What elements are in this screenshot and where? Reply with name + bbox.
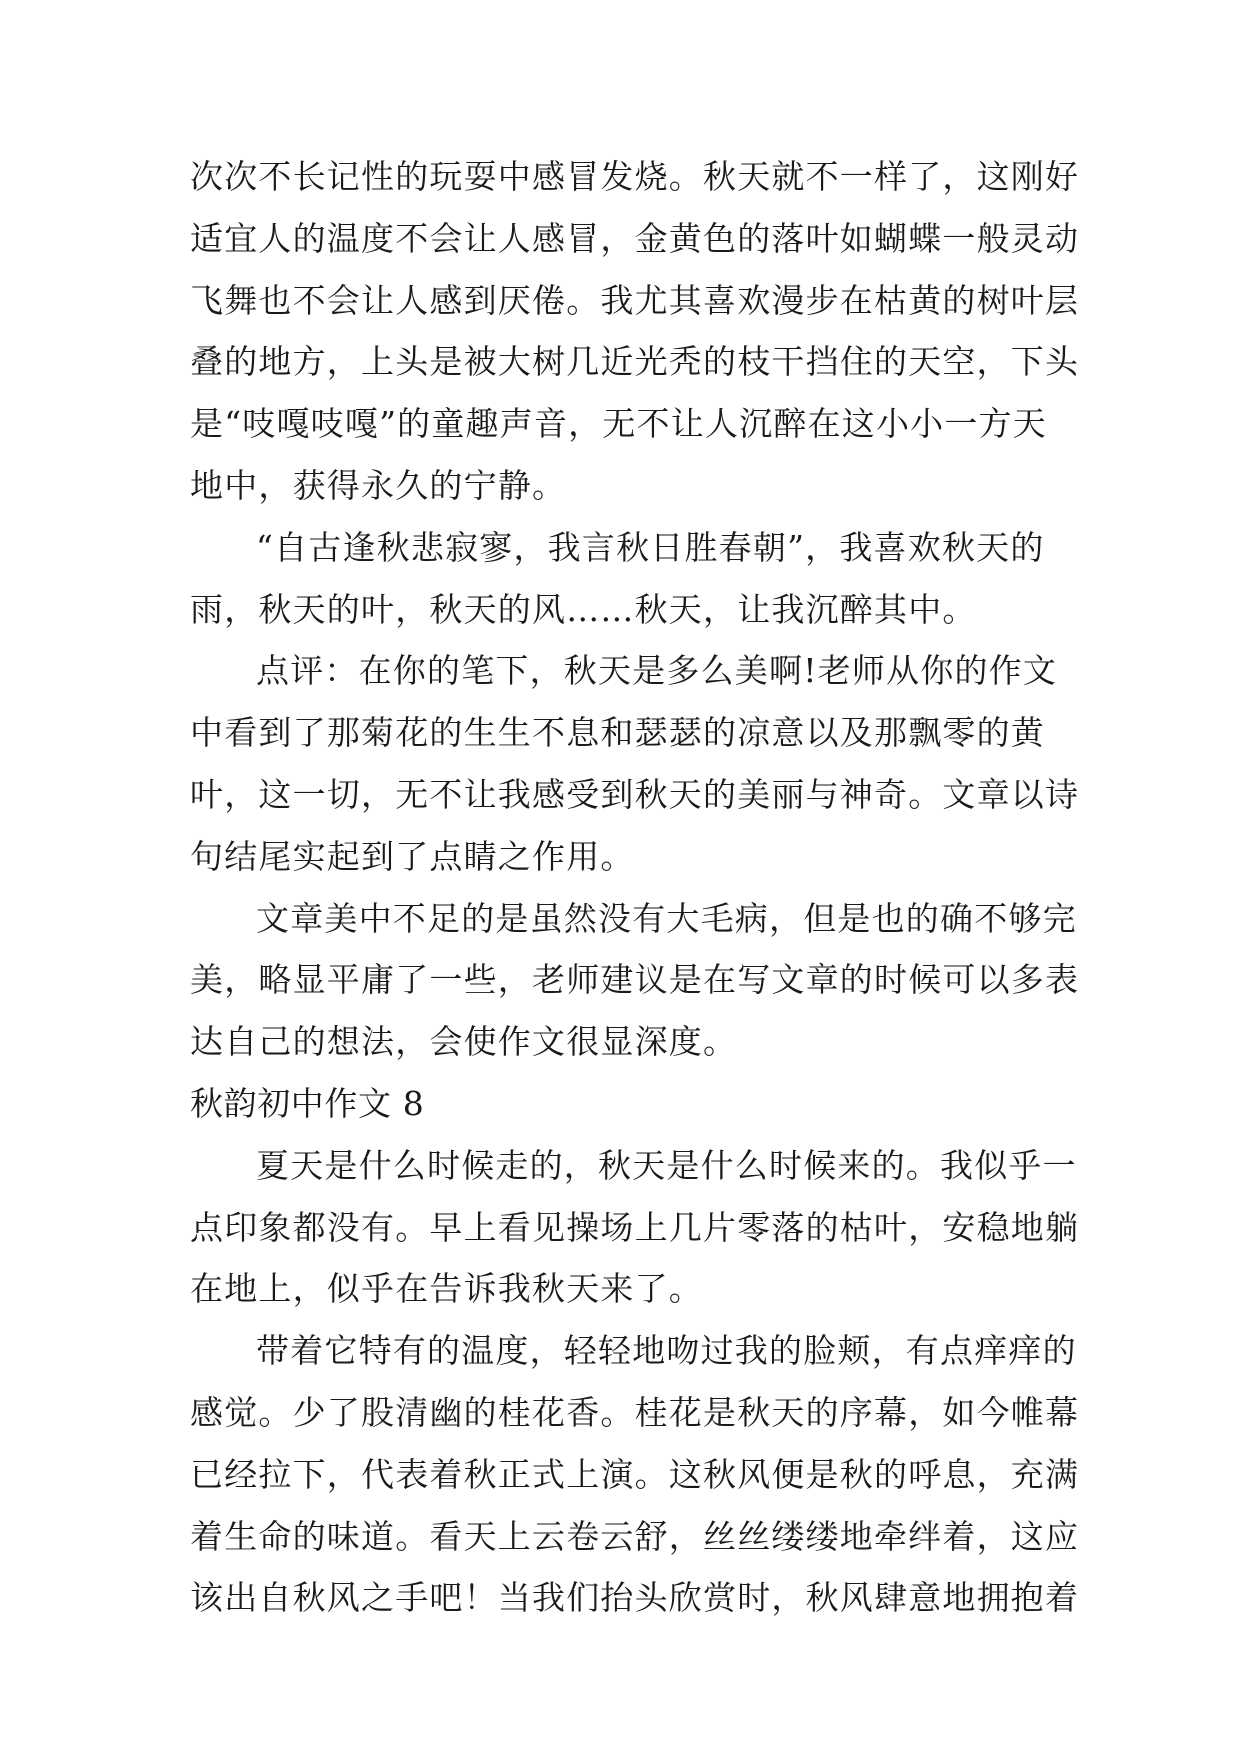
paragraph-line: 感觉。少了股清幽的桂花香。桂花是秋天的序幕，如今帷幕	[190, 1392, 1080, 1432]
comment-line: 点评：在你的笔下，秋天是多么美啊!老师从你的作文	[256, 651, 1058, 691]
paragraph-line: 地中，获得永久的宁静。	[190, 465, 567, 505]
paragraph-line: 已经拉下，代表着秋正式上演。这秋风便是秋的呼息，充满	[190, 1454, 1080, 1494]
paragraph-line: 适宜人的温度不会让人感冒，金黄色的落叶如蝴蝶一般灵动	[190, 218, 1080, 258]
comment-line: 文章美中不足的是虽然没有大毛病，但是也的确不够完	[256, 898, 1077, 938]
paragraph-line: 次次不长记性的玩耍中感冒发烧。秋天就不一样了，这刚好	[190, 157, 1080, 196]
paragraph-line: “自古逢秋悲寂寥，我言秋日胜春朝”，我喜欢秋天的	[256, 527, 1045, 567]
paragraph-line: 该出自秋风之手吧！当我们抬头欣赏时，秋风肆意地拥抱着	[190, 1578, 1080, 1618]
paragraph-line: 叠的地方，上头是被大树几近光秃的枝干挡住的天空，下头	[190, 342, 1080, 382]
paragraph-line: 点印象都没有。早上看见操场上几片零落的枯叶，安稳地躺	[190, 1207, 1080, 1247]
paragraph-line: 雨，秋天的叶，秋天的风……秋天，让我沉醉其中。	[190, 589, 977, 629]
document-page	[190, 146, 1080, 1629]
paragraph-line: 是“吱嘎吱嘎”的童趣声音，无不让人沉醉在这小小一方天	[190, 404, 1047, 444]
paragraph-line: 着生命的味道。看天上云卷云舒，丝丝缕缕地牵绊着，这应	[190, 1516, 1080, 1556]
paragraph-line: 在地上，似乎在告诉我秋天来了。	[190, 1269, 703, 1309]
paragraph-line: 夏天是什么时候走的，秋天是什么时候来的。我似乎一	[256, 1145, 1077, 1185]
comment-line: 叶，这一切，无不让我感受到秋天的美丽与神奇。文章以诗	[190, 774, 1080, 814]
comment-line: 达自己的想法，会使作文很显深度。	[190, 1022, 738, 1062]
comment-line: 中看到了那菊花的生生不息和瑟瑟的凉意以及那飘零的黄	[190, 713, 1045, 753]
paragraph-line: 带着它特有的温度，轻轻地吻过我的脸颊，有点痒痒的	[256, 1331, 1077, 1371]
essay-title: 秋韵初中作文 8	[190, 1083, 425, 1123]
paragraph-line: 飞舞也不会让人感到厌倦。我尤其喜欢漫步在枯黄的树叶层	[190, 280, 1080, 320]
comment-line: 句结尾实起到了点睛之作用。	[190, 836, 635, 876]
comment-line: 美，略显平庸了一些，老师建议是在写文章的时候可以多表	[190, 960, 1080, 1000]
